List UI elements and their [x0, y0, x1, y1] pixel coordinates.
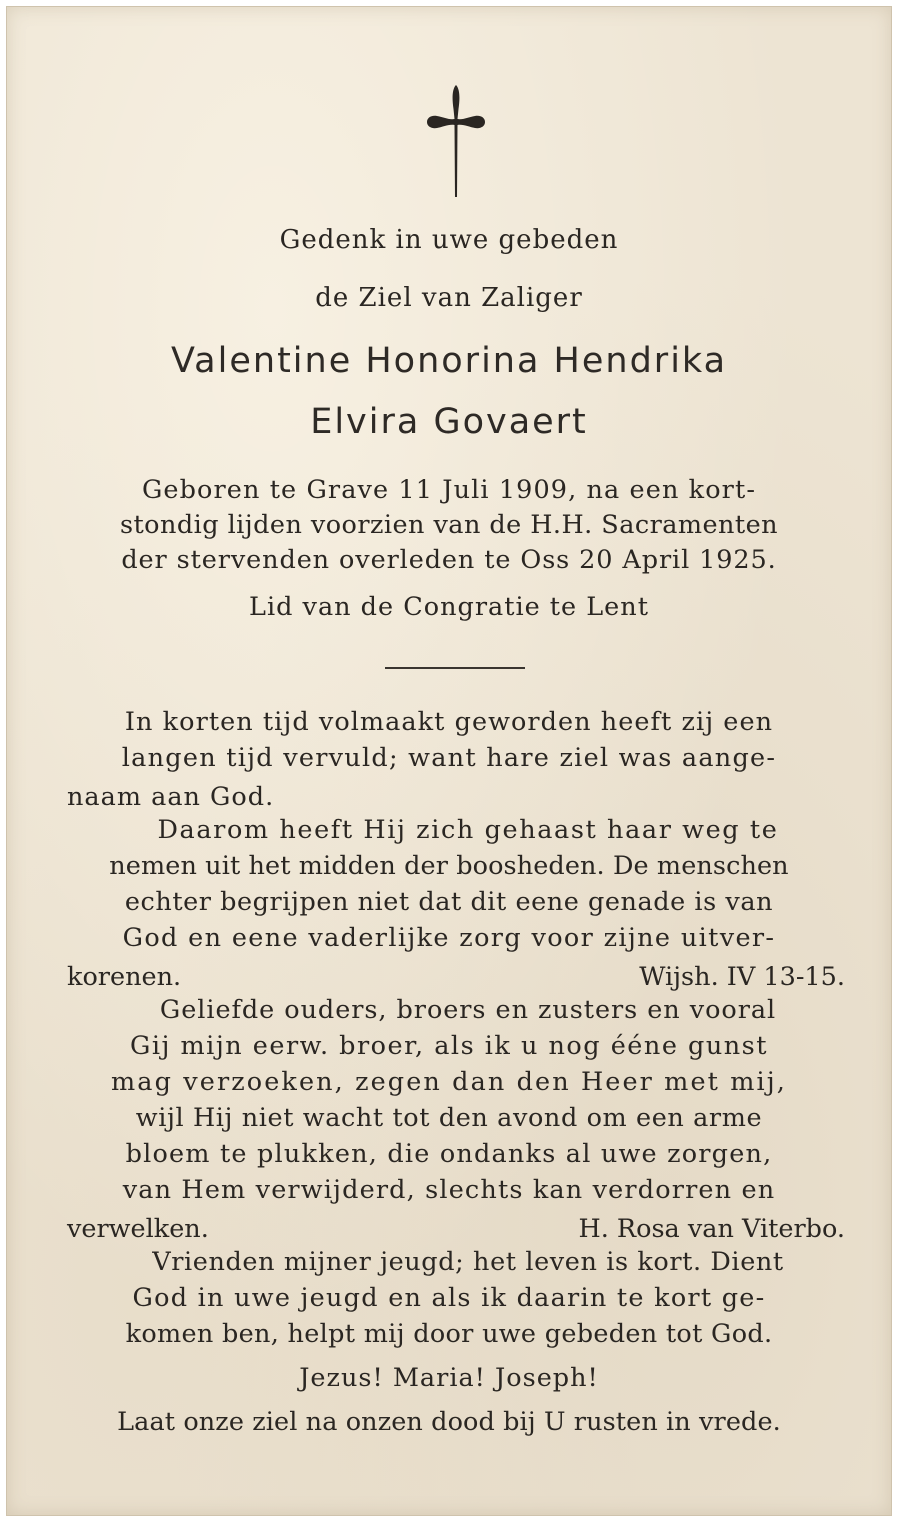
verse1-line-5: nemen uit het midden der boosheden. De menschen — [109, 851, 789, 881]
verse2-line-1: Geliefde ouders, broers en zusters en vooral — [159, 995, 777, 1025]
closing-invocation: Jezus! Maria! Joseph! — [299, 1363, 599, 1393]
verse1-line-8-text: korenen. — [67, 962, 182, 992]
verse2-line-7-text: verwelken. — [67, 1214, 209, 1244]
verse1-line-8 — [67, 959, 845, 995]
verse2-line-5: bloem te plukken, die ondanks al uwe zorgen, — [125, 1139, 773, 1169]
verse1-line-7: God en eene vaderlijke zorg voor zijne uitver- — [122, 923, 776, 953]
congregation-line: Lid van de Congratie te Lent — [249, 592, 649, 622]
verse3-line-2: God in uwe jeugd en als ik daarin te kort ge- — [132, 1283, 766, 1313]
biography-line-1: Geboren te Grave 11 Juli 1909, na een kort- — [141, 475, 757, 505]
verse1-line-6: echter begrijpen niet dat dit eene genade is van — [124, 887, 774, 917]
verse3-line-1: Vrienden mijner jeugd; het leven is kort. Dient — [152, 1247, 784, 1277]
closing-prayer: Laat onze ziel na onzen dood bij U rusten in vrede. — [117, 1407, 781, 1437]
verse2-line-2: Gij mijn eerw. broer, als ik u nog ééne gunst — [129, 1031, 769, 1061]
verse1-line-2: langen tijd vervuld; want hare ziel was aange- — [121, 743, 777, 773]
verse2-line-7 — [67, 1211, 845, 1247]
deceased-name-line-1: Valentine Honorina Hendrika — [170, 341, 728, 381]
verse2-line-6: van Hem verwijderd, slechts kan verdorren en — [122, 1175, 776, 1205]
verse2-line-3: mag verzoeken, zegen dan den Heer met mij, — [111, 1067, 787, 1097]
divider-rule — [385, 667, 525, 669]
verse3-line-3: komen ben, helpt mij door uwe gebeden tot God. — [125, 1319, 773, 1349]
memorial-card — [6, 6, 892, 1516]
biography-line-2: stondig lijden voorzien van de H.H. Sacramenten — [119, 510, 779, 540]
verse1-line-1: In korten tijd volmaakt geworden heeft zij een — [124, 707, 774, 737]
scripture-citation: Wijsh. IV 13-15. — [639, 962, 845, 992]
intro-line-1: Gedenk in uwe gebeden — [279, 225, 619, 255]
verse1-line-3: naam aan God. — [67, 782, 275, 812]
intro-line-2: de Ziel van Zaliger — [315, 283, 583, 313]
cross-icon — [425, 83, 487, 199]
saint-citation: H. Rosa van Viterbo. — [578, 1214, 845, 1244]
biography-line-3: der stervenden overleden te Oss 20 April 1925. — [121, 545, 777, 575]
deceased-name-line-2: Elvira Govaert — [310, 402, 588, 442]
verse1-line-4: Daarom heeft Hij zich gehaast haar weg te — [157, 815, 779, 845]
verse2-line-4: wijl Hij niet wacht tot den avond om een arme — [135, 1103, 763, 1133]
